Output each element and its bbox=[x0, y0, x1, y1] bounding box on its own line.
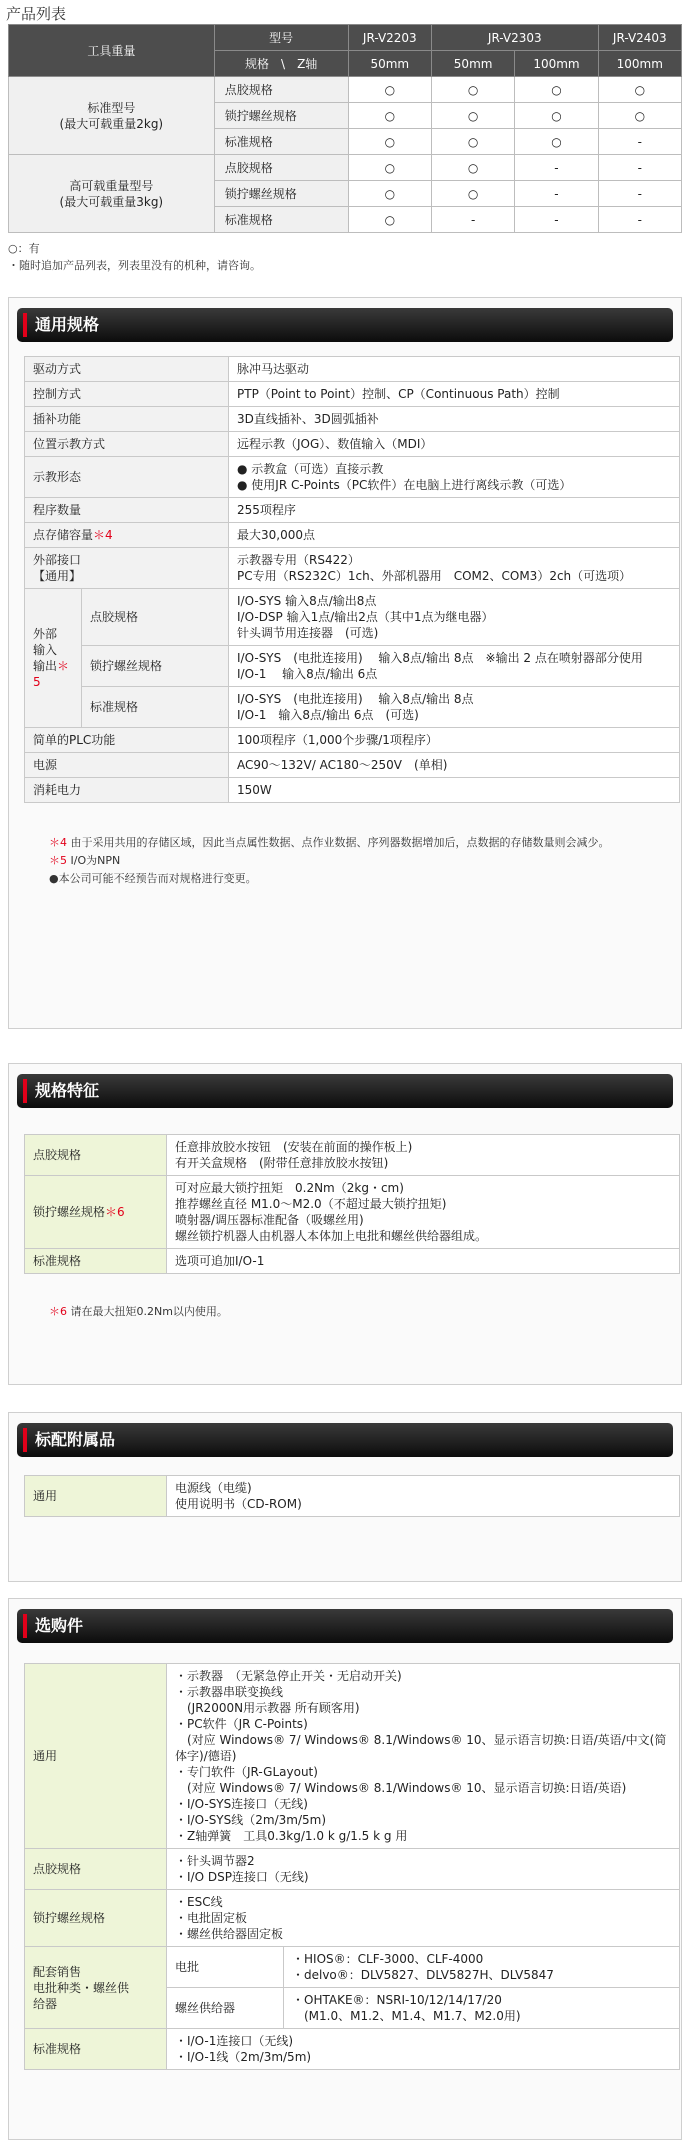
options-section bbox=[8, 1598, 682, 2140]
spec-label: 程序数量 bbox=[25, 498, 229, 523]
spec-name: 锁拧螺丝规格 bbox=[214, 103, 348, 129]
footnote-mark: ＊4 bbox=[49, 836, 67, 849]
features-title: 规格特征 bbox=[17, 1074, 673, 1108]
option-value: ・示教器 （无紧急停止开关・无启动开关) ・示教器串联变换线 (JR2000N用示教器 所有顾客用) ・PC软件（JR C-Points) (对应 Windows® 7/ Windows® 8.1/Windows® 10、显示语言切换:日语/英语/中文(简体字)/德语) ・专门软件（JR-GLayout) (对应 Windows® 7/ Windows® 8.1/Windows® 10、显示语言切换:日语/英语) ・I/O-SYS连接口（无线) ・I/O-SYS线（2m/3m/5m) ・Z轴弹簧 工具0.3kg/1.0 k g/1.5 k g 用 bbox=[167, 1664, 680, 1849]
availability-cell: ○ bbox=[348, 103, 431, 129]
product-list-notes bbox=[8, 240, 261, 274]
footnote-mark: ＊4 bbox=[93, 528, 113, 542]
feature-value: 可对应最大锁拧扭矩 0.2Nm（2kg・cm) 推荐螺丝直径 M1.0～M2.0（不超过最大锁拧扭矩) 喷射器/调压器标准配备（吸螺丝用) 螺丝锁拧机器人由机器人本体加上电批和螺丝供给器组成。 bbox=[167, 1176, 680, 1249]
availability-cell: ○ bbox=[431, 77, 514, 103]
spec-label: 简单的PLC功能 bbox=[25, 728, 229, 753]
io-value: I/O-SYS 输入8点/输出8点 I/O-DSP 输入1点/输出2点（其中1点为继电器） 针头调节用连接器 (可选) bbox=[229, 589, 680, 646]
features-footnote bbox=[49, 1304, 681, 1320]
spec-value: 255项程序 bbox=[229, 498, 680, 523]
feature-value: 任意排放胶水按钮 (安装在前面的操作板上) 有开关盒规格 (附带任意排放胶水按钮) bbox=[167, 1135, 680, 1176]
availability-cell: - bbox=[598, 207, 681, 233]
stroke: 100mm bbox=[598, 51, 681, 77]
footnote-text: 由于采用共用的存储区域，因此当点属性数据、点作业数据、序列器数据增加后，点数据的存储数量则会减少。 bbox=[70, 836, 610, 849]
option-label: 锁拧螺丝规格 bbox=[25, 1890, 167, 1947]
option-label: 通用 bbox=[25, 1664, 167, 1849]
spec-value: ● 示教盒（可选）直接示教 ● 使用JR C-Points（PC软件）在电脑上进行离线示教（可选） bbox=[229, 457, 680, 498]
spec-label: 电源 bbox=[25, 753, 229, 778]
group-name: 高可载重量型号 (最大可载重量3kg) bbox=[9, 155, 215, 233]
option-value: ・ESC线 ・电批固定板 ・螺丝供给器固定板 bbox=[167, 1890, 680, 1947]
spec-axis-label: 规格 \ Z轴 bbox=[214, 51, 348, 77]
spec-value: 100项程序（1,000个步骤/1项程序） bbox=[229, 728, 680, 753]
availability-cell: ○ bbox=[431, 181, 514, 207]
feature-value: 选项可追加I/O-1 bbox=[167, 1249, 680, 1274]
option-sub-label: 螺丝供给器 bbox=[167, 1988, 284, 2029]
spec-value: PTP（Point to Point）控制、CP（Continuous Path）控制 bbox=[229, 382, 680, 407]
accessory-value: 电源线（电缆) 使用说明书（CD-ROM) bbox=[167, 1476, 680, 1517]
option-value: ・针头调节器2 ・I/O DSP连接口（无线) bbox=[167, 1849, 680, 1890]
spec-label: 外部接口 【通用】 bbox=[25, 548, 229, 589]
model-name: JR-V2403 bbox=[598, 25, 681, 51]
availability-cell: - bbox=[598, 155, 681, 181]
availability-cell: - bbox=[515, 181, 598, 207]
option-sub-label: 电批 bbox=[167, 1947, 284, 1988]
footnote-text: I/O为NPN bbox=[70, 854, 121, 867]
general-spec-footnotes bbox=[49, 835, 681, 887]
general-spec-title: 通用规格 bbox=[17, 308, 673, 342]
availability-cell: ○ bbox=[348, 207, 431, 233]
spec-value: 3D直线插补、3D圆弧插补 bbox=[229, 407, 680, 432]
spec-label-cell bbox=[25, 523, 229, 548]
stroke: 50mm bbox=[348, 51, 431, 77]
footnote-text: ●本公司可能不经预告而对规格进行变更。 bbox=[49, 872, 257, 885]
model-label: 型号 bbox=[214, 25, 348, 51]
availability-cell: - bbox=[515, 207, 598, 233]
stroke: 50mm bbox=[431, 51, 514, 77]
footnote-mark: ＊ 5 bbox=[33, 659, 70, 689]
io-label: 外部 输入 输出 bbox=[33, 627, 58, 673]
feature-label: 标准规格 bbox=[25, 1249, 167, 1274]
spec-name: 标准规格 bbox=[214, 207, 348, 233]
spec-name: 标准规格 bbox=[214, 129, 348, 155]
spec-value: 150W bbox=[229, 778, 680, 803]
availability-cell: - bbox=[598, 129, 681, 155]
spec-value: 最大30,000点 bbox=[229, 523, 680, 548]
availability-cell: - bbox=[431, 207, 514, 233]
io-group-label bbox=[25, 589, 82, 728]
spec-label: 点存储容量 bbox=[33, 528, 94, 542]
product-list-table bbox=[8, 24, 682, 233]
feature-label: 锁拧螺丝规格 bbox=[33, 1205, 106, 1219]
option-label: 点胶规格 bbox=[25, 1849, 167, 1890]
availability-cell: ○ bbox=[515, 103, 598, 129]
option-value: ・OHTAKE®：NSRI-10/12/14/17/20 (M1.0、M1.2、M1.4、M1.7、M2.0用) bbox=[284, 1988, 680, 2029]
feature-label-cell bbox=[25, 1176, 167, 1249]
accessories-section bbox=[8, 1412, 682, 1582]
option-value: ・HIOS®：CLF-3000、CLF-4000 ・delvo®：DLV5827、DLV5827H、DLV5847 bbox=[284, 1947, 680, 1988]
product-list-title: 产品列表 bbox=[6, 5, 67, 23]
availability-cell: ○ bbox=[348, 77, 431, 103]
spec-label: 消耗电力 bbox=[25, 778, 229, 803]
availability-cell: ○ bbox=[431, 155, 514, 181]
spec-label: 插补功能 bbox=[25, 407, 229, 432]
accessory-label: 通用 bbox=[25, 1476, 167, 1517]
spec-value: 示教器专用（RS422） PC专用（RS232C）1ch、外部机器用 COM2、COM3）2ch（可选项） bbox=[229, 548, 680, 589]
availability-cell: - bbox=[515, 155, 598, 181]
spec-name: 点胶规格 bbox=[214, 155, 348, 181]
option-value: ・I/O-1连接口（无线) ・I/O-1线（2m/3m/5m) bbox=[167, 2029, 680, 2070]
feature-label: 点胶规格 bbox=[25, 1135, 167, 1176]
spec-label: 驱动方式 bbox=[25, 357, 229, 382]
availability-cell: ○ bbox=[431, 129, 514, 155]
availability-cell: ○ bbox=[598, 103, 681, 129]
model-name: JR-V2203 bbox=[348, 25, 431, 51]
spec-value: AC90～132V/ AC180～250V (单相) bbox=[229, 753, 680, 778]
group-name: 标准型号 (最大可载重量2kg) bbox=[9, 77, 215, 155]
general-spec-section bbox=[8, 297, 682, 1029]
spec-value: 脉冲马达驱动 bbox=[229, 357, 680, 382]
io-sub-label: 锁拧螺丝规格 bbox=[82, 646, 229, 687]
io-sub-label: 点胶规格 bbox=[82, 589, 229, 646]
option-label: 配套销售 电批种类・螺丝供 给器 bbox=[25, 1947, 167, 2029]
inquiry-note: ・随时追加产品列表，列表里没有的机种，请咨询。 bbox=[8, 259, 261, 272]
features-table bbox=[24, 1134, 680, 1274]
accessories-title: 标配附属品 bbox=[17, 1423, 673, 1457]
spec-label: 位置示教方式 bbox=[25, 432, 229, 457]
option-label: 标准规格 bbox=[25, 2029, 167, 2070]
footnote bbox=[49, 835, 681, 851]
legend-note: ○：有 bbox=[8, 242, 40, 255]
footnote bbox=[49, 853, 681, 869]
options-table bbox=[24, 1663, 680, 2070]
spec-value: 远程示教（JOG）、数值输入（MDI） bbox=[229, 432, 680, 457]
footnote-mark: ＊5 bbox=[49, 854, 67, 867]
spec-name: 锁拧螺丝规格 bbox=[214, 181, 348, 207]
availability-cell: ○ bbox=[431, 103, 514, 129]
footnote bbox=[49, 871, 681, 887]
availability-cell: ○ bbox=[348, 155, 431, 181]
io-sub-label: 标准规格 bbox=[82, 687, 229, 728]
availability-cell: ○ bbox=[348, 181, 431, 207]
tool-weight-header: 工具重量 bbox=[9, 25, 215, 77]
spec-label: 示教形态 bbox=[25, 457, 229, 498]
footnote-mark: ＊6 bbox=[49, 1305, 67, 1318]
footnote-text: 请在最大扭矩0.2Nm以内使用。 bbox=[70, 1305, 228, 1318]
spec-name: 点胶规格 bbox=[214, 77, 348, 103]
availability-cell: ○ bbox=[348, 129, 431, 155]
options-title: 选购件 bbox=[17, 1609, 673, 1643]
io-value: I/O-SYS (电批连接用) 输入8点/输出 8点 I/O-1 输入8点/输出 6点 (可选) bbox=[229, 687, 680, 728]
availability-cell: ○ bbox=[598, 77, 681, 103]
footnote-mark: ＊6 bbox=[105, 1205, 125, 1219]
accessories-table bbox=[24, 1475, 680, 1517]
spec-label: 控制方式 bbox=[25, 382, 229, 407]
stroke: 100mm bbox=[515, 51, 598, 77]
io-value: I/O-SYS (电批连接用) 输入8点/输出 8点 ※输出 2 点在喷射器部分使用 I/O-1 输入8点/输出 6点 bbox=[229, 646, 680, 687]
model-name: JR-V2303 bbox=[431, 25, 598, 51]
availability-cell: ○ bbox=[515, 77, 598, 103]
general-spec-table bbox=[24, 356, 680, 803]
availability-cell: - bbox=[598, 181, 681, 207]
availability-cell: ○ bbox=[515, 129, 598, 155]
features-section bbox=[8, 1063, 682, 1385]
